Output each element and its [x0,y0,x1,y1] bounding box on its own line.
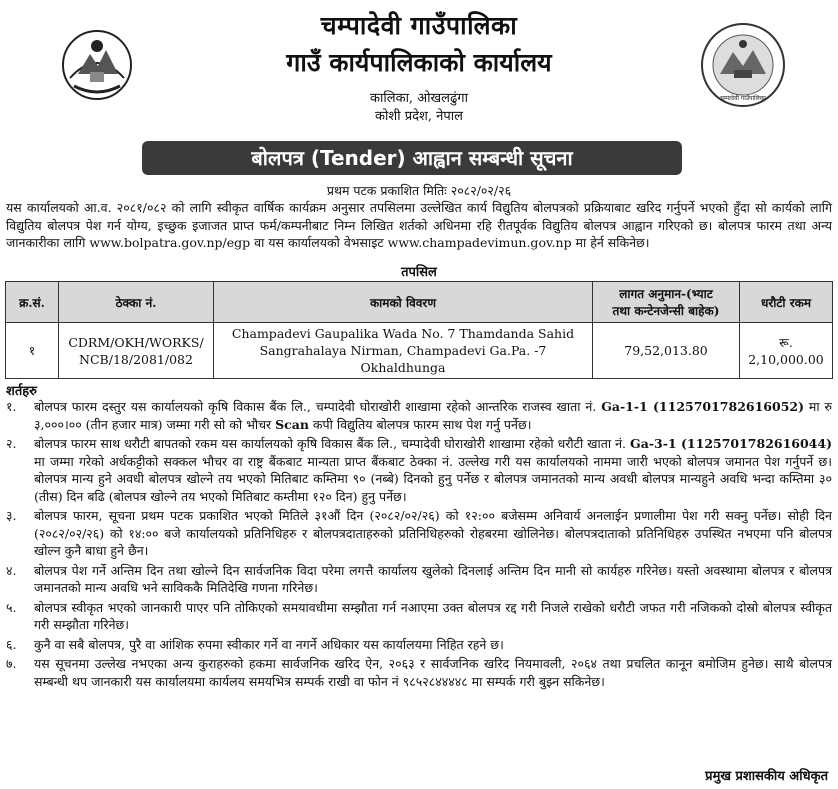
cell-contract-no [59,323,214,379]
term-text-part: मा रु ३,०००।०० (तीन हजार मात्र) जम्मा गरी सो को भौचर [34,399,833,432]
address-line-1: कालिका, ओखलढुंगा [370,91,468,106]
description-line2: Sangrahalaya Nirman, Champadevi Ga.Pa. -7 Okhaldhunga [259,343,547,375]
notice-banner: बोलपत्र (Tender) आह्वान सम्बन्धी सूचना [142,141,682,175]
term-text-bold: Scan [275,416,309,432]
term-item [6,636,832,654]
term-text: कुनै वा सबै बोलपत्र, पुरै वा आंशिक रुपमा स्वीकार गर्ने वा नगर्ने अधिकार यस कार्यालयमा निहित रहने छ। [34,636,504,652]
header-deposit: धरौटी रकम [740,282,833,323]
intro-paragraph: यस कार्यालयको आ.व. २०८१/०८२ को लागि स्वीकृत वार्षिक कार्यक्रम अनुसार तपसिलमा उल्लेखित कार्य विद्युतिय बोलपत्रको प्रक्रियाबाट खरिद गर्नुपर्ने भएको हुँदा सो कार्यको लागि विद्युतिय बोलपत्र पेश गर्न योग्य, इच्छुक इजाजत प्राप्त फर्म/कम्पनीबाट निम्न लिखित शर्तको अधिनमा रहि रीतपूर्वक विद्युतिय बोलपत्र आह्वान गरिएको छ। बोलपत्र फारम तथा अन्य जानकारीका लागि www.bolpatra.gov.np/egp वा यस कार्यालयको वेभसाइट www.champadevimun.gov.np मा हेर्न सकिनेछ। [6,200,832,250]
term-number: १. [6,399,17,414]
term-item [6,507,832,560]
term-item [6,398,832,433]
address-line-2: कोशी प्रदेश, नेपाल [375,109,463,124]
header-description: कामको विवरण [214,282,593,323]
term-text: बोलपत्र फारम, सूचना प्रथम पटक प्रकाशित भएको मितिले ३१औं दिन (२०८२/०२/२६) को १२:०० बजेसम्म अनिवार्य अनलाईन प्रणालीमा पेश गरी सक्नु पर्नेछ। सोही दिन (२०८२/०२/२६) को १४:०० बजे कार्यालयको प्रतिनिधिहरु र बोलपत्रदाताहरुको प्रतिनिधिहरुको रोहबरमा खोलिनेछ। बोलपत्रदाताको प्रतिनिधिहरु उपस्थित नभएमा पनि बोलपत्र खोल्न कुनै बाधा हुने छैन। [34,508,832,558]
term-item [6,435,832,505]
term-text-part: कपी विद्युतिय बोलपत्र फारम साथ पेश गर्नु पर्नेछ। [308,416,532,432]
header-cost-line2: तथा कन्टेनजेन्सी बाहेक) [612,304,720,318]
terms-title: शर्तहरु [6,384,37,399]
term-text: यस सूचनमा उल्लेख नभएका अन्य कुराहरुको हकमा सार्वजनिक खरिद ऐन, २०६३ र सार्वजनिक खरिद नियमावली, २०६४ तथा प्रचलित कानून बमोजिम हुनेछ। साथै बोलपत्र सम्बन्धी थप जानकारी यस कार्यालयमा कार्यलय समयभित्र सम्पर्क राखी वा फोन नं ९८५२८४४४४८ मा सम्पर्क गरी बुझ्न सकिनेछ। [34,656,832,689]
tender-table [5,281,833,379]
office-title: गाउँ कार्यपालिकाको कार्यालय [286,48,552,77]
term-text-part: मा जम्मा गरेको अर्धकट्टीको सक्कल भौचर वा राष्ट्र बैंकबाट मान्यता प्राप्त बैंकबाट ठेक्का नं. उल्लेख गरी यस कार्यालयको नाममा जारी भएको बोलपत्र जमानत पेश गर्नुपर्ने छ। बोलपत्र मान्य हुने अवधी बोलपत्र खोल्ने तय भएको मितिबाट कम्तिमा ९० (नब्बे) दिनको हुनु पर्नेछ र बोलपत्र जमानतको मान्य अवधी बोलपत्र मान्यहुने अवधि भन्दा कम्तिमा ३० (तीस) दिन बढि (बोलपत्र खोल्ने तय भएको मितिबाट कम्तीमा १२० दिन) हुनु पर्नेछ। [34,453,832,504]
signature-title: प्रमुख प्रशासकीय अधिकृत [705,769,828,784]
terms-list [6,398,832,692]
term-item [6,599,832,634]
term-item [6,562,832,597]
municipality-title: चम्पादेवी गाउँपालिका [320,11,518,40]
term-number: ३. [6,508,17,523]
term-text: बोलपत्र पेश गर्ने अन्तिम दिन तथा खोल्ने दिन सार्वजनिक विदा परेमा लगत्तै कार्यालय खुलेको दिनलाई अन्तिम दिन मानी सो कार्यहरु गरिनेछ। यस्तो अवस्थामा बोलपत्र र बोलपत्र जमानतको मान्य अवधि भने साविककै मितिदेखि गणना गरिनेछ। [34,562,832,595]
contract-line2: NCB/18/2081/082 [79,351,193,367]
term-text-bold: Ga-1-1 (1125701782616052) [601,399,805,414]
header-cost-line1: लागत अनुमान-(भ्याट [619,287,713,301]
term-number: ५. [6,599,17,615]
seal-text: चम्पादेवी गाउँपालिका [720,95,766,102]
term-item [6,655,832,690]
description-line1: Champadevi Gaupalika Wada No. 7 Thamdanda Sahid [231,326,575,341]
term-number: ७. [6,656,17,671]
contract-line1: CDRM/OKH/WORKS/ [68,334,204,350]
term-text-bold: Ga-3-1 (1125701782616044) [630,436,832,451]
cell-description [214,323,593,379]
cell-deposit: रू. 2,10,000.00 [740,323,833,379]
term-text-part: बोलपत्र फारम साथ धरौटी बापतको रकम यस कार्यालयको कृषि विकास बैंक लि., चम्पादेवी घोराखोरी शाखामा रहेको धरौटी खाता नं. [34,436,631,451]
cell-sn: १ [6,323,59,379]
table-caption: तपसिल [401,265,437,280]
term-number: ४. [6,562,17,578]
table-header-row [6,282,833,323]
header-sn: क्र.सं. [6,282,59,323]
header-cost [593,282,740,323]
cell-cost: 79,52,013.80 [593,323,740,379]
header-contract-no: ठेक्का नं. [59,282,214,323]
term-text: बोलपत्र स्वीकृत भएको जानकारी पाएर पनि तोकिएको समयावधीमा सम्झौता गर्न नआएमा उक्त बोलपत्र रद्द गरी निजले राखेको धरौटी जफत गरी नजिकको दोस्रो बोलपत्र स्वीकृत गरी सम्झौता गरिनेछ। [34,599,832,632]
term-text [34,435,832,505]
term-number: २. [6,436,17,451]
table-row [6,323,833,379]
published-date: प्रथम पटक प्रकाशित मितिः २०८२/०२/२६ [326,183,512,198]
term-number: ६. [6,636,17,652]
term-text [34,398,832,433]
term-text-part: बोलपत्र फारम दस्तुर यस कार्यालयको कृषि विकास बैंक लि., चम्पादेवी घोराखोरी शाखामा रहेको आन्तरिक राजस्व खाता नं. [34,399,602,414]
